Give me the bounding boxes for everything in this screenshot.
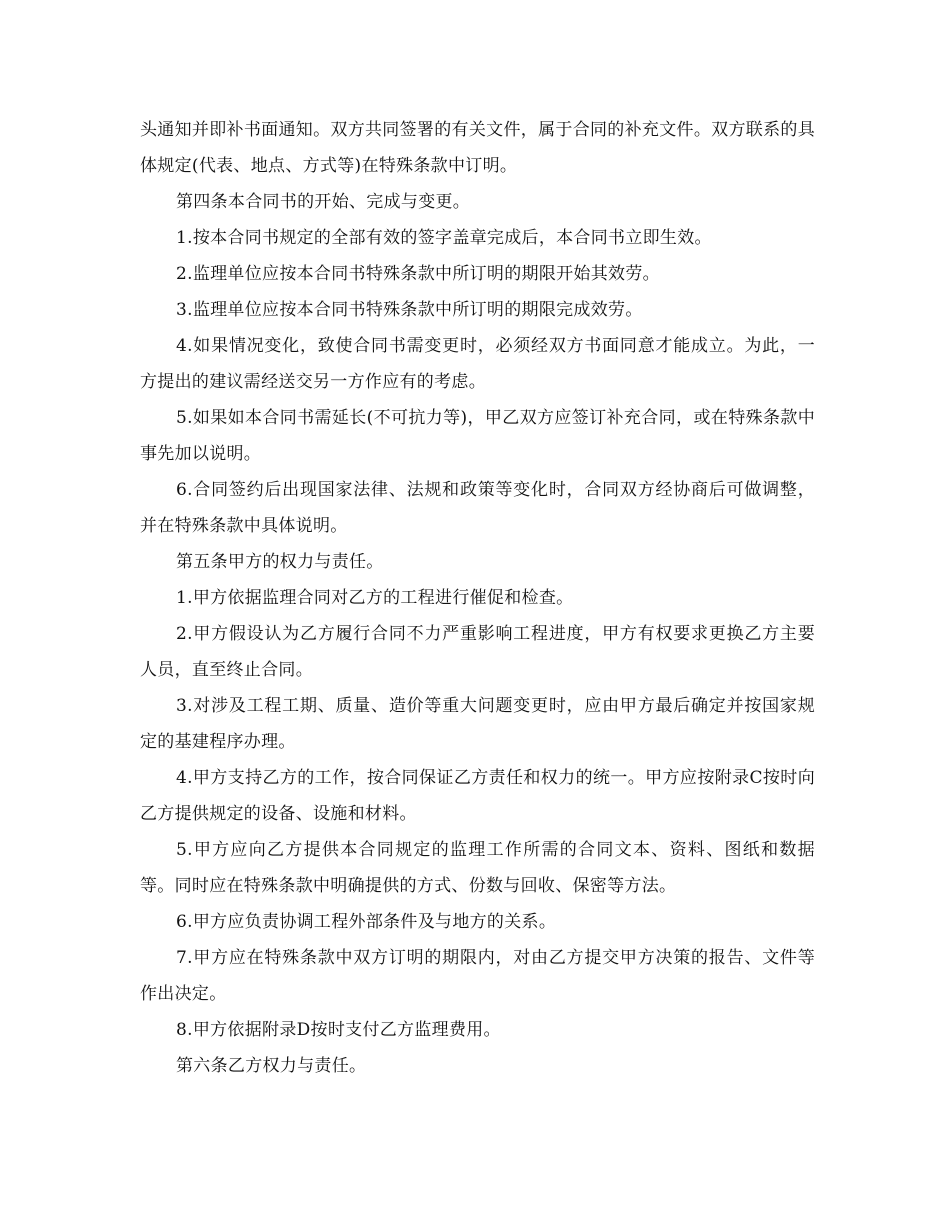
article-4-item-3: 3.监理单位应按本合同书特殊条款中所订明的期限完成效劳。	[176, 300, 643, 320]
article-4-item-5: 5.如果如本合同书需延长(不可抗力等)，甲乙双方应签订补充合同，或在特殊条款中事先加以说明。	[140, 408, 815, 464]
article-6-heading: 第六条乙方权力与责任。	[176, 1056, 367, 1076]
article-5-item-7: 7.甲方应在特殊条款中双方订明的期限内，对由乙方提交甲方决策的报告、文件等作出决定。	[140, 948, 815, 1004]
article-4-heading: 第四条本合同书的开始、完成与变更。	[176, 192, 471, 212]
article-5-item-6: 6.甲方应负责协调工程外部条件及与地方的关系。	[176, 912, 557, 932]
article-4-item-2: 2.监理单位应按本合同书特殊条款中所订明的期限开始其效劳。	[176, 264, 660, 284]
article-4-item-4: 4.如果情况变化，致使合同书需变更时，必须经双方书面同意才能成立。为此，一方提出的建议需经送交另一方作应有的考虑。	[140, 336, 815, 392]
document-body	[140, 112, 815, 1084]
article-5-heading: 第五条甲方的权力与责任。	[176, 552, 384, 572]
paragraph-continuation: 头通知并即补书面通知。双方共同签署的有关文件，属于合同的补充文件。双方联系的具体规定(代表、地点、方式等)在特殊条款中订明。	[140, 120, 815, 176]
article-4-item-6: 6.合同签约后出现国家法律、法规和政策等变化时，合同双方经协商后可做调整，并在特殊条款中具体说明。	[140, 480, 815, 536]
article-5-item-8: 8.甲方依据附录D按时支付乙方监理费用。	[176, 1020, 501, 1040]
article-5-item-1: 1.甲方依据监理合同对乙方的工程进行催促和检查。	[176, 588, 574, 608]
article-4-item-1: 1.按本合同书规定的全部有效的签字盖章完成后，本合同书立即生效。	[176, 228, 712, 248]
article-5-item-3: 3.对涉及工程工期、质量、造价等重大问题变更时，应由甲方最后确定并按国家规定的基建程序办理。	[140, 696, 815, 752]
article-5-item-2: 2.甲方假设认为乙方履行合同不力严重影响工程进度，甲方有权要求更换乙方主要人员，直至终止合同。	[140, 624, 815, 680]
article-5-item-4: 4.甲方支持乙方的工作，按合同保证乙方责任和权力的统一。甲方应按附录C按时向乙方提供规定的设备、设施和材料。	[140, 768, 815, 824]
article-5-item-5: 5.甲方应向乙方提供本合同规定的监理工作所需的合同文本、资料、图纸和数据等。同时应在特殊条款中明确提供的方式、份数与回收、保密等方法。	[140, 840, 815, 896]
